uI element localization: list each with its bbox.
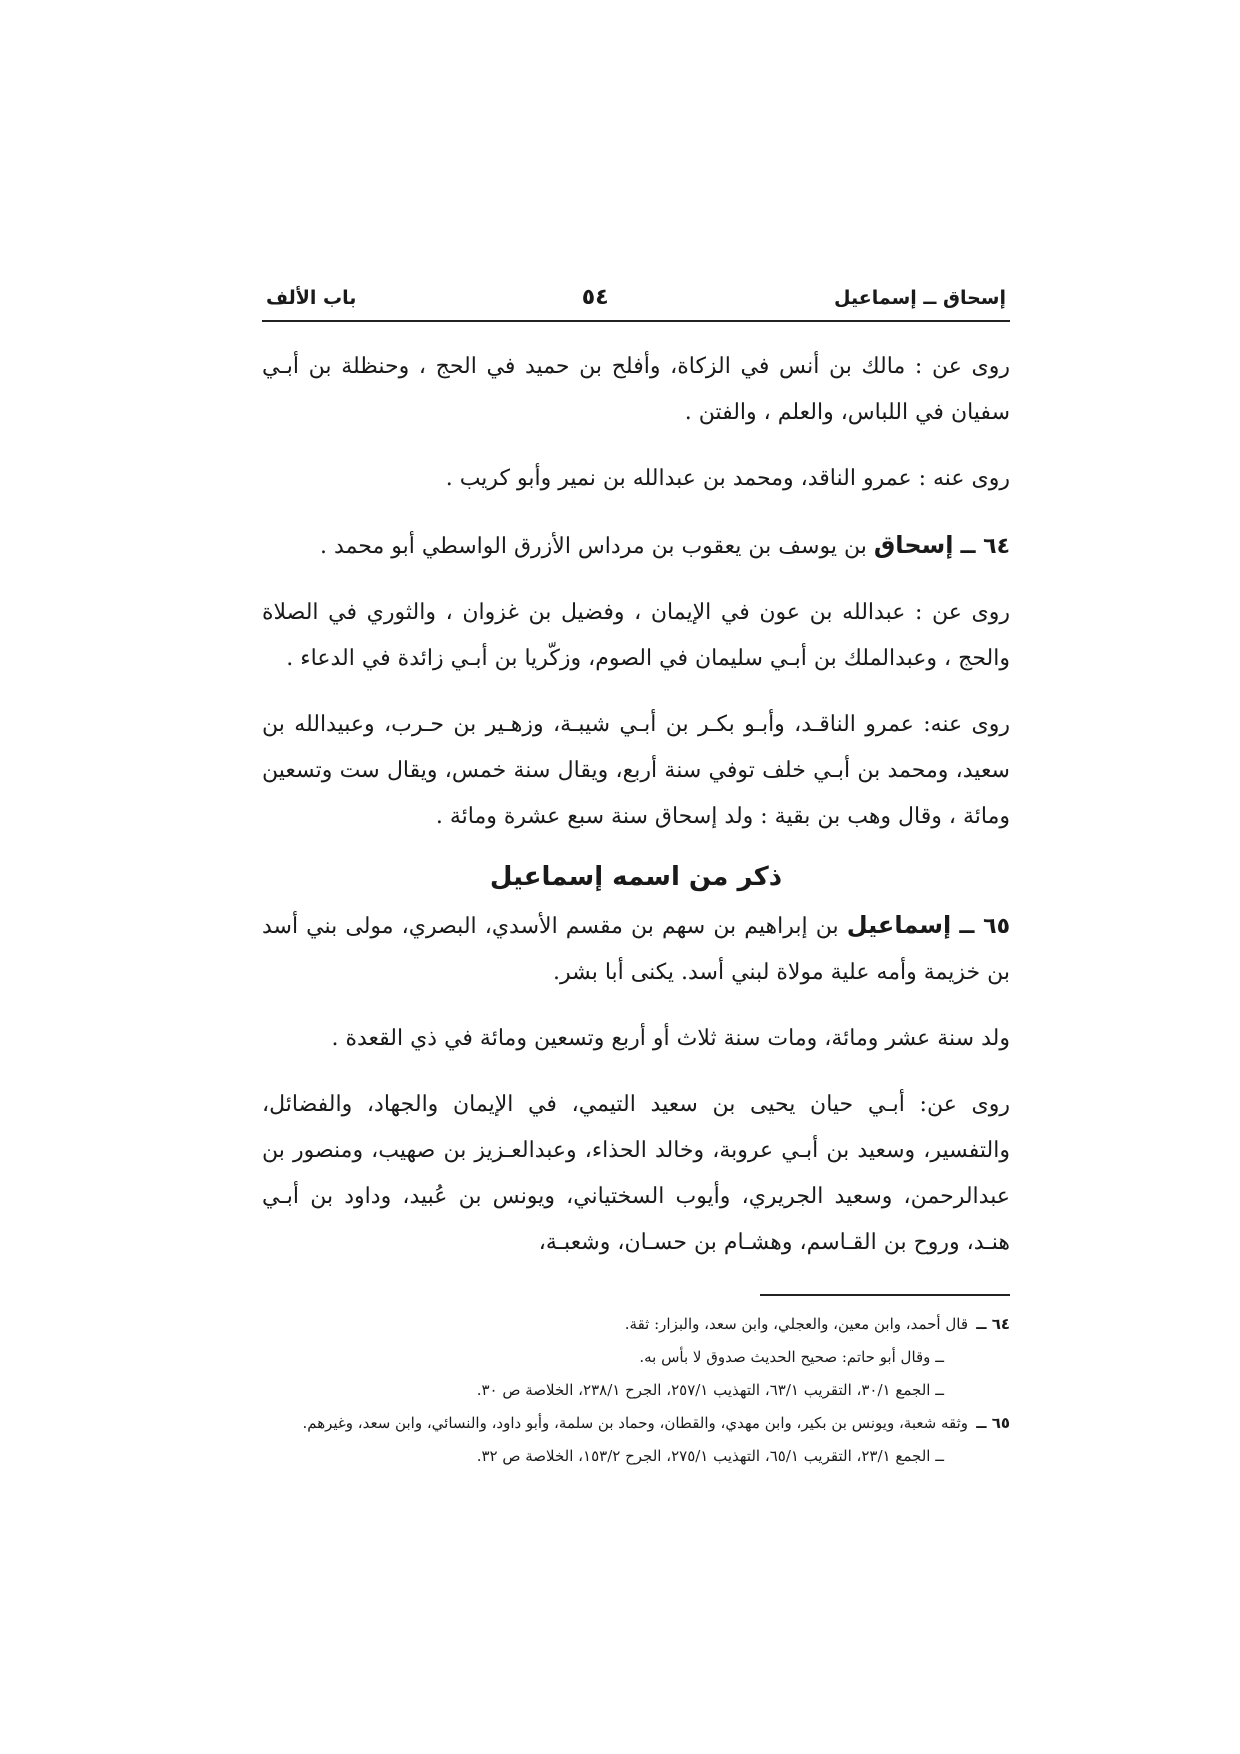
footnote-number: ٦٤ ــ (976, 1315, 1010, 1333)
running-title: إسحاق ــ إسماعيل (834, 287, 1006, 309)
footnote-item (262, 1407, 1010, 1440)
footnotes (262, 1308, 1010, 1473)
entry-lineage: بن إبراهيم بن سهم بن مقسم الأسدي، البصري، مولى بني أسد بن خزيمة وأمه علية مولاة لبني أسد. يكنى أبا بشر. (262, 914, 1010, 985)
entry-number: ٦٥ ــ (959, 914, 1010, 939)
paragraph-narrated-from: روى عن : مالك بن أنس في الزكاة، وأفلح بن حميد في الحج ، وحنظلة بن أبـي سفيان في اللباس، والعلم ، والفتن . (262, 354, 1010, 425)
chapter-title: باب الألف (266, 287, 357, 309)
paragraph-narrated-from: روى عن: أبـي حيان يحيى بن سعيد التيمي، في الإيمان والجهاد، والفضائل، والتفسير، وسعيد بن أبـي عروبة، وخالد الحذاء، وعبدالعـزيز بن صهيب، ومنصور بن عبدالرحمن، وسعيد الجريري، وأيوب السختياني، ويونس بن عُبيد، وداود بن أبـي هنـد، وروح بن القـاسم، وهشـام بن حسـان، وشعبـة، (262, 1092, 1010, 1255)
footnote-text: قال أحمد، وابن معين، والعجلي، وابن سعد، والبزار: ثقة. (624, 1315, 968, 1333)
entry-name: إسحاق (873, 531, 954, 559)
paragraph-narrated-by: روى عنه : عمرو الناقد، ومحمد بن عبدالله بن نمير وأبو كريب . (445, 466, 1010, 491)
footnote-number: ٦٥ ــ (976, 1414, 1010, 1432)
paragraph-narrated-by: روى عنه: عمرو الناقـد، وأبـو بكـر بن أبـي شيبـة، وزهـير بن حـرب، وعبيدالله بن سعيد، ومحمد بن أبـي خلف توفي سنة أربع، ويقال سنة خمس، ويقال ست وتسعين ومائة ، وقال وهب بن بقية : ولد إسحاق سنة سبع عشرة ومائة . (262, 712, 1010, 829)
footnote-number (968, 1341, 1010, 1374)
paragraph-narrated-from: روى عن : عبدالله بن عون في الإيمان ، وفضيل بن غزوان ، والثوري في الصلاة والحج ، وعبدالملك بن أبـي سليمان في الصوم، وزكّريا بن أبـي زائدة في الدعاء . (262, 600, 1010, 671)
paragraph-birth-death: ولد سنة عشر ومائة، ومات سنة ثلاث أو أربع وتسعين ومائة في ذي القعدة . (331, 1026, 1010, 1051)
footnote-number (968, 1374, 1010, 1407)
footnote-text: ــ الجمع ٢٣/١، التقريب ٦٥/١، التهذيب ٢٧٥/١، الجرح ١٥٣/٢، الخلاصة ص ٣٢. (476, 1447, 944, 1465)
entry-64 (262, 522, 1010, 570)
footnote-item (262, 1440, 1010, 1473)
section-heading: ذكر من اسمه إسماعيل (489, 862, 783, 892)
footnote-item (262, 1308, 1010, 1341)
book-page (262, 285, 1010, 1473)
entry-65 (262, 902, 1010, 996)
entry-number: ٦٤ ــ (960, 534, 1010, 559)
header-rule (262, 320, 1010, 322)
footnote-item (262, 1341, 1010, 1374)
footnote-rule (760, 1294, 1010, 1296)
page-header (262, 285, 1010, 320)
footnote-item (262, 1374, 1010, 1407)
footnote-text: وثقه شعبة، ويونس بن بكير، وابن مهدي، والقطان، وحماد بن سلمة، وأبو داود، والنسائي، وابن سعد، وغيرهم. (302, 1414, 968, 1432)
entry-lineage: بن يوسف بن يعقوب بن مرداس الأزرق الواسطي أبو محمد . (320, 534, 867, 559)
page-number: ٥٤ (581, 285, 609, 310)
footnote-number (968, 1440, 1010, 1473)
footnote-text: ــ الجمع ٣٠/١، التقريب ٦٣/١، التهذيب ٢٥٧/١، الجرح ٢٣٨/١، الخلاصة ص ٣٠. (476, 1381, 944, 1399)
entry-name: إسماعيل (846, 911, 952, 939)
footnote-text: ــ وقال أبو حاتم: صحيح الحديث صدوق لا بأس به. (639, 1348, 944, 1366)
